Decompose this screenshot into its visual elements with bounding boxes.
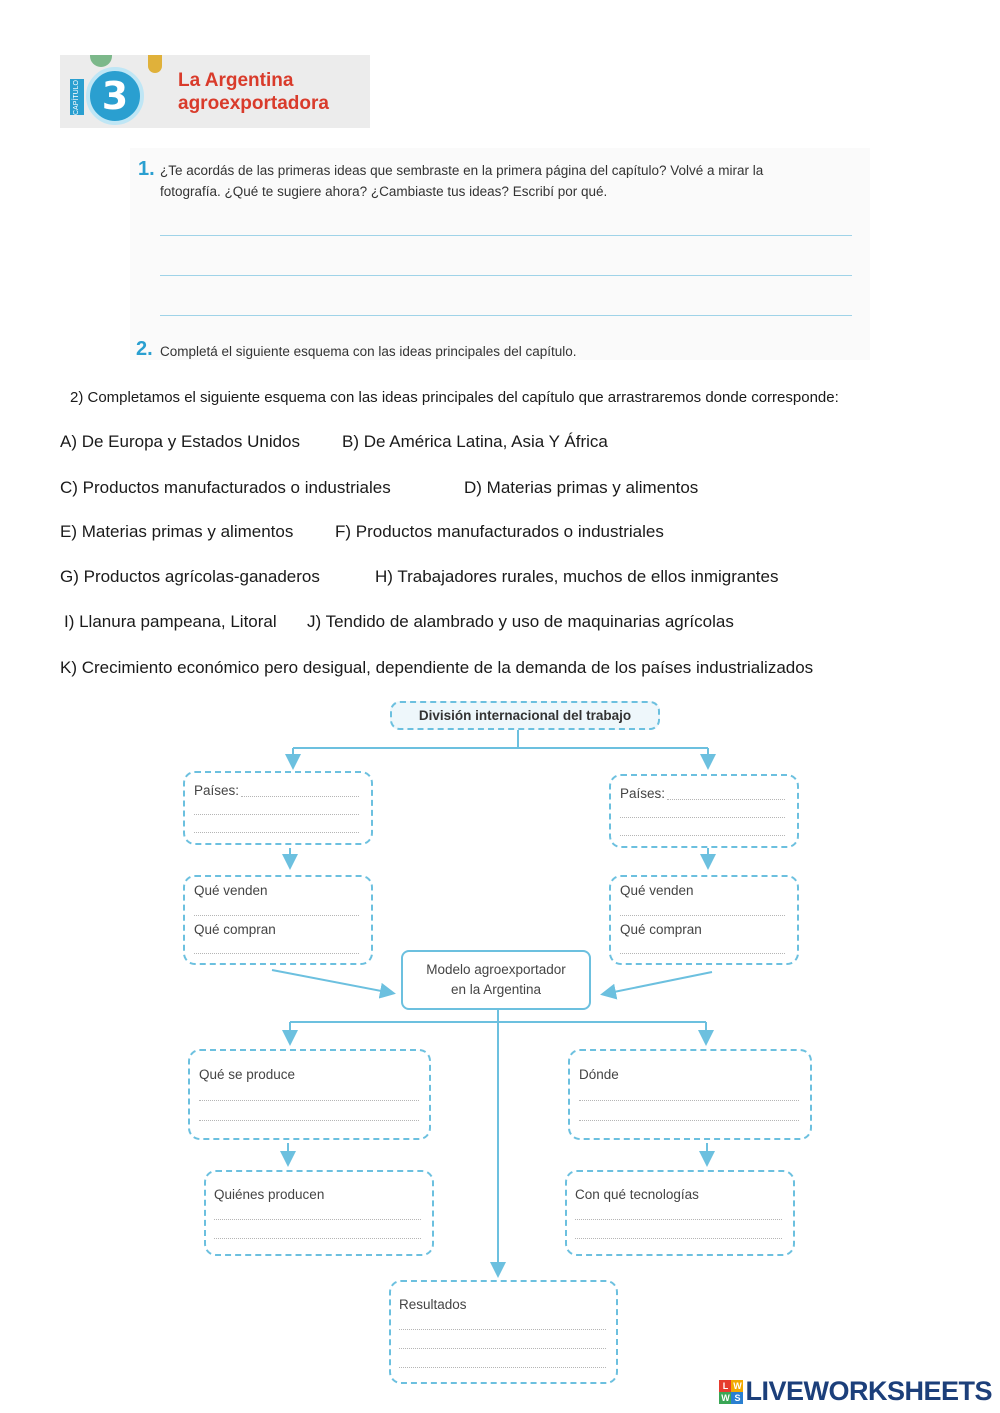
where-label: Dónde	[579, 1067, 619, 1082]
left-countries-label: Países:	[194, 783, 240, 798]
right-buy-line	[620, 953, 785, 954]
liveworksheets-brand	[719, 1376, 992, 1407]
right-countries-line-3	[620, 835, 785, 836]
diagram-title: División internacional del trabajo	[390, 701, 660, 730]
logo-cell-4: S	[731, 1392, 743, 1404]
question1-number: 1.	[138, 158, 155, 180]
option-g[interactable]: G) Productos agrícolas-ganaderos	[60, 567, 320, 586]
option-b[interactable]: B) De América Latina, Asia Y África	[342, 432, 608, 451]
logo-cell-2: W	[733, 1380, 742, 1391]
left-sell-label: Qué venden	[194, 883, 268, 898]
results-label: Resultados	[399, 1297, 467, 1312]
option-d[interactable]: D) Materias primas y alimentos	[464, 478, 699, 497]
right-countries-line-2	[620, 817, 785, 818]
chapter-title-line1: La Argentina	[178, 70, 294, 91]
option-h[interactable]: H) Trabajadores rurales, muchos de ellos inmigrantes	[375, 567, 779, 586]
results-line-3	[399, 1367, 606, 1368]
what-produced-line-2	[199, 1120, 419, 1121]
who-produces-line-2	[214, 1238, 421, 1239]
right-countries-label: Países:	[620, 786, 666, 801]
left-countries-box[interactable]	[183, 771, 373, 845]
who-produces-box[interactable]	[204, 1170, 434, 1256]
model-box	[401, 950, 591, 1010]
question1-line2: fotografía. ¿Qué te sugiere ahora? ¿Cambiaste tus ideas? Escribí por qué.	[160, 184, 608, 199]
left-sell-line	[194, 915, 359, 916]
liveworksheets-logo-icon	[719, 1380, 743, 1404]
left-countries-line-1	[241, 796, 359, 797]
question2-number: 2.	[136, 338, 153, 360]
left-countries-line-3	[194, 832, 359, 833]
right-trade-box[interactable]	[609, 875, 799, 965]
where-box[interactable]	[568, 1049, 812, 1140]
technology-line-1	[575, 1219, 782, 1220]
results-line-1	[399, 1329, 606, 1330]
logo-cell-1: L	[719, 1380, 731, 1392]
logo-cell-3: W	[721, 1392, 730, 1403]
who-produces-line-1	[214, 1219, 421, 1220]
what-produced-box[interactable]	[188, 1049, 431, 1140]
liveworksheets-wordmark: LIVEWORKSHEETS	[745, 1376, 992, 1406]
where-line-2	[579, 1120, 799, 1121]
question2-text: Completá el siguiente esquema con las ideas principales del capítulo.	[160, 344, 577, 359]
instruction-text: 2) Completamos el siguiente esquema con las ideas principales del capítulo que arrastraremos donde corresponde:	[70, 389, 839, 406]
arrow-right-trade-to-model	[604, 972, 712, 994]
technology-line-2	[575, 1238, 782, 1239]
chapter-number-badge: 3	[86, 67, 144, 125]
what-produced-line-1	[199, 1100, 419, 1101]
option-e[interactable]: E) Materias primas y alimentos	[60, 522, 294, 541]
question1-line1: ¿Te acordás de las primeras ideas que sembraste en la primera página del capítulo? Volvé a mirar la	[160, 163, 764, 178]
who-produces-label: Quiénes producen	[214, 1187, 325, 1202]
arrow-left-trade-to-model	[272, 970, 392, 993]
right-countries-line-1	[667, 799, 785, 800]
what-produced-label: Qué se produce	[199, 1067, 296, 1082]
option-j[interactable]: J) Tendido de alambrado y uso de maquinarias agrícolas	[307, 612, 734, 631]
results-box[interactable]	[389, 1280, 618, 1384]
right-sell-label: Qué venden	[620, 883, 694, 898]
technology-box[interactable]	[565, 1170, 795, 1256]
chapter-title-line2: agroexportadora	[178, 93, 329, 114]
left-countries-line-2	[194, 814, 359, 815]
right-buy-label: Qué compran	[620, 922, 702, 937]
chapter-tab: CAPÍTULO	[70, 79, 84, 115]
results-line-2	[399, 1348, 606, 1349]
model-line2: en la Argentina	[450, 982, 542, 997]
where-line-1	[579, 1100, 799, 1101]
left-trade-box[interactable]	[183, 875, 373, 965]
option-f[interactable]: F) Productos manufacturados o industriales	[335, 522, 664, 541]
option-c[interactable]: C) Productos manufacturados o industriales	[60, 478, 391, 497]
model-line1: Modelo agroexportador	[426, 962, 566, 977]
option-i[interactable]: I) Llanura pampeana, Litoral	[64, 612, 277, 631]
left-buy-line	[194, 953, 359, 954]
right-sell-line	[620, 915, 785, 916]
right-countries-box[interactable]	[609, 774, 799, 848]
left-buy-label: Qué compran	[194, 922, 276, 937]
option-k[interactable]: K) Crecimiento económico pero desigual, dependiente de la demanda de los países industrializados	[60, 658, 814, 677]
option-a[interactable]: A) De Europa y Estados Unidos	[60, 432, 301, 451]
technology-label: Con qué tecnologías	[575, 1187, 699, 1202]
